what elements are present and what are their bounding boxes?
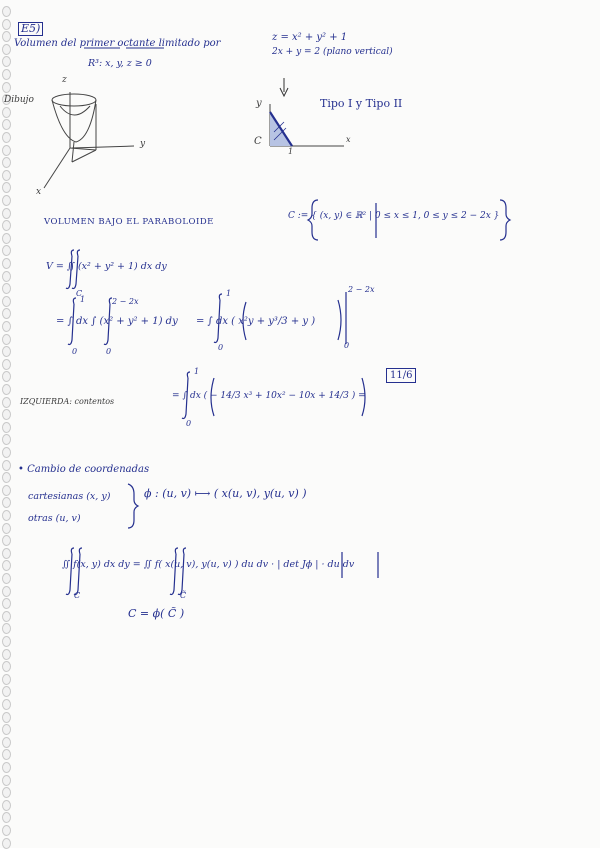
volume-line-2b: = ∫ dx ( x²y + y³/3 + y ) bbox=[196, 316, 316, 327]
line-3-upper: 1 bbox=[194, 367, 200, 376]
region-c-label: C bbox=[254, 136, 262, 147]
region-definition: C := { (x, y) ∈ ℝ² | 0 ≤ x ≤ 1, 0 ≤ y ≤ 2 − 2x } bbox=[288, 211, 500, 221]
section-label: E5) bbox=[18, 22, 43, 36]
result-box: 11/6 bbox=[386, 368, 416, 383]
region-y-label: y bbox=[256, 98, 262, 109]
line-2a-upper2: 2 − 2x bbox=[112, 297, 139, 306]
line-2b-upper: 1 bbox=[226, 289, 232, 298]
paraboloid-sketch bbox=[44, 92, 134, 188]
axis-z-label: z bbox=[62, 75, 67, 85]
change-formula: ∬ f(x, y) dx dy = ∬ f( x(u, v), y(u, v) ) du dv · | det Jϕ | · du dv bbox=[62, 559, 355, 570]
volume-line-3: = ∫ dx ( − 14/3 x³ + 10x² − 10x + 14/3 ) = bbox=[172, 391, 366, 401]
line-2a-upper: 1 bbox=[80, 295, 86, 304]
line-2a-lower: 0 bbox=[72, 347, 78, 356]
figure-label: Dibujo bbox=[4, 95, 34, 105]
region-one-label: 1 bbox=[288, 147, 294, 156]
tipo-label: Tipo I y Tipo II bbox=[320, 97, 403, 110]
axis-y-label: y bbox=[140, 139, 146, 149]
phi-map: ϕ : (u, v) ⟼ ( x(u, v), y(u, v) ) bbox=[144, 487, 307, 500]
volume-line-1-sub: C bbox=[76, 289, 83, 298]
region-c-sketch bbox=[270, 78, 344, 146]
cartesian-label: cartesianas (x, y) bbox=[28, 491, 111, 502]
formula-sub-right: C̃ bbox=[180, 591, 187, 600]
line-3-lower: 0 bbox=[186, 419, 192, 428]
plane-equation: 2x + y = 2 (plano vertical) bbox=[272, 47, 393, 57]
octant-condition: R³: x, y, z ≥ 0 bbox=[88, 58, 152, 69]
surface-equation: z = x² + y² + 1 bbox=[272, 32, 348, 43]
change-bullet: • Cambio de coordenadas bbox=[18, 464, 150, 475]
eval-upper: 2 − 2x bbox=[348, 285, 375, 294]
eval-lower: 0 bbox=[344, 341, 350, 350]
volume-line-1: V = ∬ (x² + y² + 1) dx dy bbox=[46, 261, 167, 272]
left-note: IZQUIERDA: contentos bbox=[20, 397, 115, 406]
line-2b-lower: 0 bbox=[218, 343, 224, 352]
problem-title: Volumen del primer octante limitado por bbox=[14, 38, 221, 49]
region-x-label: x bbox=[346, 135, 351, 144]
volume-line-2a: = ∫ dx ∫ (x² + y² + 1) dy bbox=[56, 316, 178, 327]
others-label: otras (u, v) bbox=[28, 513, 81, 524]
line-2a-lower2: 0 bbox=[106, 347, 112, 356]
domain-relation: C = ϕ( C̃ ) bbox=[128, 607, 185, 620]
formula-sub-left: C bbox=[74, 591, 81, 600]
axis-x-label: x bbox=[36, 187, 42, 197]
volume-heading: VOLUMEN BAJO EL PARABOLOIDE bbox=[44, 217, 214, 227]
